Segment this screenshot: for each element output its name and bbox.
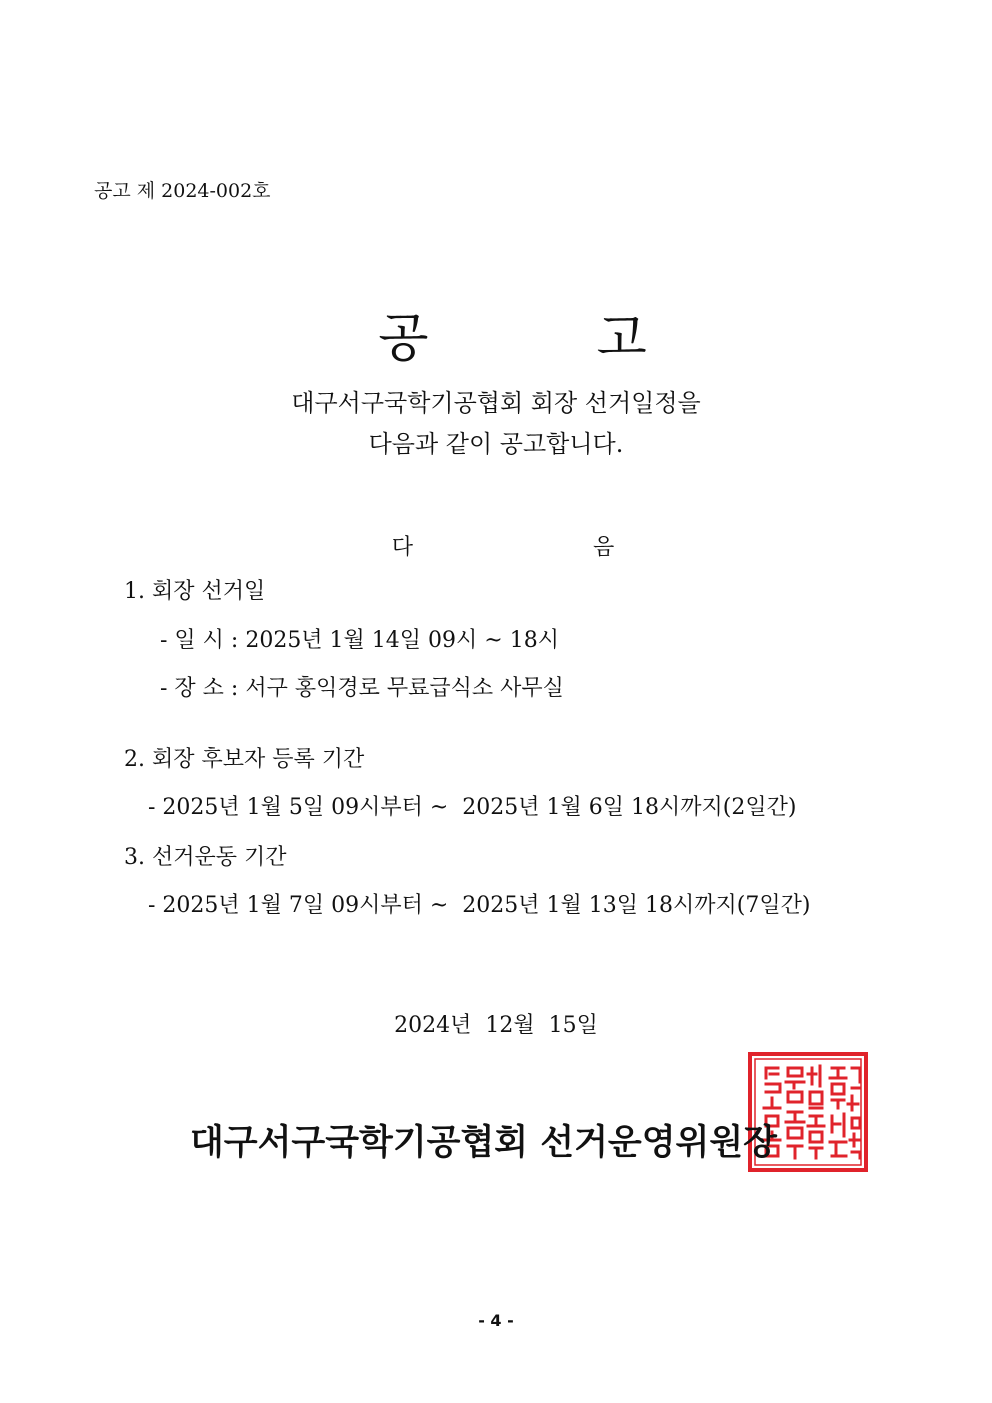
section-1-title: 1. 회장 선거일 — [124, 579, 266, 604]
issuer-name: 대구서구국학기공협회 선거운영위원장 — [190, 1123, 777, 1163]
issue-date: 2024년 12월 15일 — [394, 1013, 598, 1038]
section-2-period: - 2025년 1월 5일 09시부터 ~ 2025년 1월 6일 18시까지(2일간) — [148, 795, 797, 820]
document-title — [0, 236, 992, 371]
section-1-location: - 장 소 : 서구 홍익경로 무료급식소 사무실 — [160, 676, 564, 701]
title-char-right: 고 — [596, 309, 647, 369]
details-heading — [0, 505, 992, 561]
page-number: - 4 - — [478, 1311, 514, 1330]
section-3-period: - 2025년 1월 7일 09시부터 ~ 2025년 1월 13일 18시까지(7일간) — [148, 893, 811, 918]
notice-number: 공고 제 2024-002호 — [94, 180, 271, 202]
intro-line-2: 다음과 같이 공고합니다. — [368, 430, 624, 458]
details-heading-right: 음 — [593, 535, 615, 560]
section-1-datetime: - 일 시 : 2025년 1월 14일 09시 ~ 18시 — [160, 628, 559, 653]
section-3-title: 3. 선거운동 기간 — [124, 845, 287, 870]
intro-line-1: 대구서구국학기공협회 회장 선거일정을 — [291, 389, 701, 417]
title-char-left: 공 — [378, 309, 429, 369]
section-2-title: 2. 회장 후보자 등록 기간 — [124, 747, 365, 772]
details-heading-left: 다 — [391, 535, 413, 560]
